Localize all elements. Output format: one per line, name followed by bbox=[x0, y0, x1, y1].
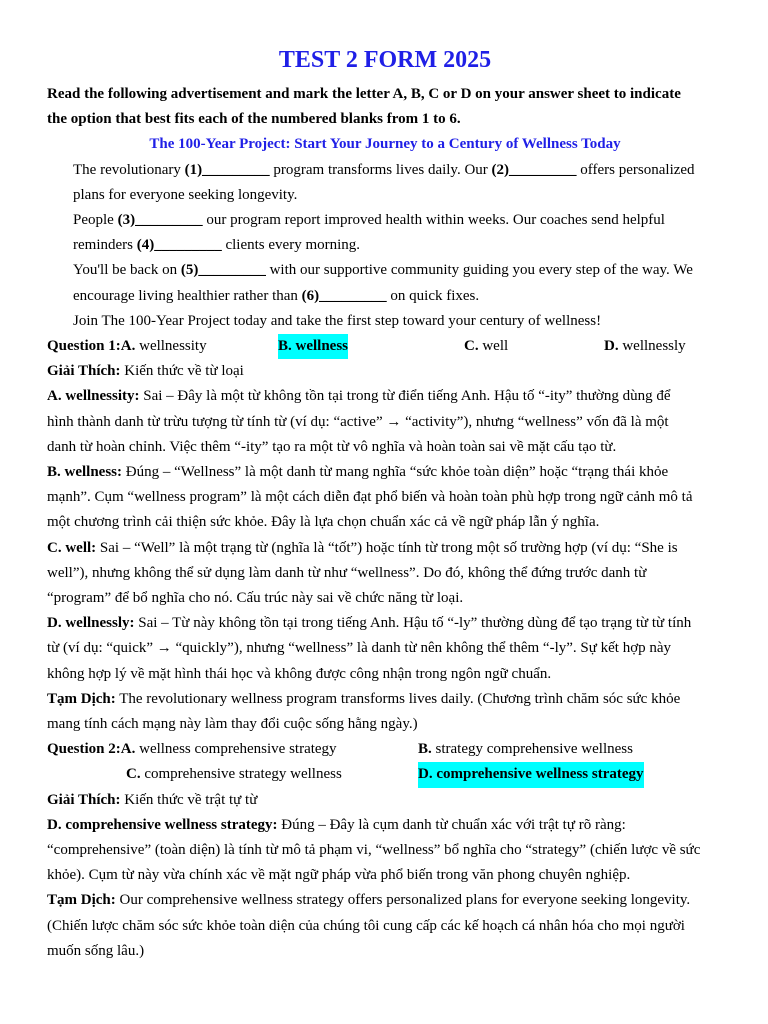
explain-b-text: Đúng – “Wellness” là một danh từ mang nghĩa “sức khỏe toàn diện” hoặc “trạng thái khỏe bbox=[122, 464, 669, 481]
explain-d-text: Đúng – Đây là cụm danh từ chuẩn xác với trật tự rõ ràng: bbox=[277, 816, 626, 833]
blank-4: (4)_________ bbox=[136, 237, 222, 254]
explain-a-text: danh từ hoàn chỉnh. Việc thêm “-ity” tạo ra một từ vô nghĩa và hoàn toàn sai về mặt cấu tạo từ. bbox=[47, 438, 617, 455]
blank-3: (3)_________ bbox=[117, 212, 203, 229]
q1-translation bbox=[47, 687, 723, 737]
document-page bbox=[47, 0, 723, 964]
option-c-text: comprehensive strategy wellness bbox=[140, 766, 342, 783]
explain-label: Giải Thích: bbox=[47, 791, 121, 808]
explain-b-text: mạnh”. Cụm “wellness program” là một cách diễn đạt phổ biến và hoàn toàn phù hợp trong ngữ cảnh mô tả bbox=[47, 489, 693, 506]
explain-d-text: không hợp lý về mặt hình thái học và không được công nhận trong ngôn ngữ chuẩn. bbox=[47, 665, 552, 682]
explain-text: Kiến thức về trật tự từ bbox=[120, 791, 258, 808]
explain-d-text: Sai – Từ này không tồn tại trong tiếng Anh. Hậu tố “-ly” thường dùng để tạo trạng từ từ tính bbox=[134, 615, 692, 632]
translation-label: Tạm Dịch: bbox=[47, 892, 116, 909]
q2-explanation-heading bbox=[47, 788, 723, 813]
advertisement-title: The 100-Year Project: Start Your Journey to a Century of Wellness Today bbox=[149, 136, 621, 153]
bullet-text: clients every morning. bbox=[221, 237, 361, 254]
explain-c-text: “program” để bổ nghĩa cho nó. Cấu trúc này sai về chức năng từ loại. bbox=[47, 590, 464, 607]
bullet-text: with our supportive community guiding you every step of the way. We bbox=[265, 262, 693, 279]
option-a-text: wellnessity bbox=[135, 338, 207, 355]
explain-d-text: từ (ví dụ: “quick” → “quickly”), nhưng “wellness” là danh từ nên không thể thêm “-ly”. Sự kết hợp này bbox=[47, 640, 672, 657]
explain-a-label: A. wellnessity: bbox=[47, 388, 140, 405]
option-c-letter: C. bbox=[126, 766, 141, 783]
bullet-icon bbox=[47, 258, 73, 308]
option-c-letter: C. bbox=[464, 338, 479, 355]
option-a-letter: A. bbox=[120, 338, 136, 355]
explain-c-label: C. well: bbox=[47, 539, 97, 556]
bullet-text: The revolutionary bbox=[73, 161, 185, 178]
translation-text: muốn sống lâu.) bbox=[47, 942, 145, 959]
blank-5: (5)_________ bbox=[180, 262, 266, 279]
bullet-text: People bbox=[73, 212, 118, 229]
option-c-text: well bbox=[478, 338, 509, 355]
q2-translation bbox=[47, 888, 723, 964]
option-b-correct: B. wellness bbox=[278, 334, 348, 359]
explain-b-text: một chương trình cải thiện sức khỏe. Đây là lựa chọn chuẩn xác cả về ngữ pháp lẫn ý nghĩa. bbox=[47, 514, 600, 531]
option-d-correct: D. comprehensive wellness strategy bbox=[418, 762, 644, 787]
bullet-icon bbox=[47, 158, 73, 208]
question-1-label: Question 1: bbox=[47, 338, 121, 355]
explain-text: Kiến thức về từ loại bbox=[120, 363, 244, 380]
bullet-text: encourage living healthier rather than bbox=[73, 287, 302, 304]
question-1-options bbox=[47, 334, 723, 359]
explain-a-text: hình thành danh từ trừu tượng từ tính từ (ví dụ: “active” → “activity”), nhưng “wellness” vốn đã là một bbox=[47, 413, 669, 430]
bullet-icon bbox=[47, 309, 73, 334]
explain-c-text: well”), nhưng không thể sử dụng làm danh từ như “wellness”. Do đó, không thể đứng trước danh từ bbox=[47, 564, 647, 581]
bullet-icon bbox=[47, 208, 73, 258]
bullet-text: offers personalized bbox=[576, 161, 695, 178]
translation-text: Our comprehensive wellness strategy offers personalized plans for everyone seeking longevity. bbox=[115, 892, 691, 909]
instruction-line-2: the option that best fits each of the numbered blanks from 1 to 6. bbox=[47, 111, 461, 128]
instruction-line-1: Read the following advertisement and mark the letter A, B, C or D on your answer sheet to indicate bbox=[47, 86, 681, 102]
bullet-text: program transforms lives daily. Our bbox=[269, 161, 492, 178]
bullet-text: reminders bbox=[73, 237, 137, 254]
explain-a-text: Sai – Đây là một từ không tồn tại trong từ điển tiếng Anh. Hậu tố “-ity” thường dùng để bbox=[139, 388, 671, 405]
ad-bullet-1 bbox=[47, 158, 723, 208]
explain-c-text: Sai – “Well” là một trạng từ (nghĩa là “tốt”) hoặc tính từ trong một số trường hợp (ví dụ: “She is bbox=[96, 539, 678, 556]
question-2-options-row-1 bbox=[47, 737, 723, 762]
translation-text: mang tính cách mạng này làm thay đổi cuộc sống hằng ngày.) bbox=[47, 716, 418, 733]
translation-label: Tạm Dịch: bbox=[47, 690, 116, 707]
blank-6: (6)_________ bbox=[301, 287, 387, 304]
option-a-letter: A. bbox=[120, 741, 136, 758]
explain-b-label: B. wellness: bbox=[47, 464, 122, 481]
explain-d-label: D. comprehensive wellness strategy: bbox=[47, 816, 278, 833]
ad-bullet-2 bbox=[47, 208, 723, 258]
option-a-text: wellness comprehensive strategy bbox=[135, 741, 337, 758]
bullet-text-cont: plans for everyone seeking longevity. bbox=[73, 186, 298, 203]
option-b-text: strategy comprehensive wellness bbox=[431, 741, 633, 758]
q1-explain-a bbox=[47, 384, 723, 460]
question-2-label: Question 2: bbox=[47, 741, 121, 758]
explain-label: Giải Thích: bbox=[47, 363, 121, 380]
bullet-text: Join The 100-Year Project today and take the first step toward your century of wellness! bbox=[73, 312, 602, 329]
q1-explain-b bbox=[47, 460, 723, 536]
translation-text: The revolutionary wellness program transforms lives daily. (Chương trình chăm sóc sức khỏe bbox=[115, 690, 681, 707]
option-d-letter: D. bbox=[604, 338, 619, 355]
translation-text: (Chiến lược chăm sóc sức khỏe toàn diện của chúng tôi cung cấp các kế hoạch cá nhân hóa cho mọi người bbox=[47, 917, 685, 934]
blank-2: (2)_________ bbox=[491, 161, 577, 178]
explain-d-label: D. wellnessly: bbox=[47, 615, 135, 632]
q1-explain-d bbox=[47, 611, 723, 687]
ad-bullet-3 bbox=[47, 258, 723, 308]
q1-explain-c bbox=[47, 536, 723, 612]
page-title: TEST 2 FORM 2025 bbox=[278, 47, 492, 73]
question-2-options-row-2 bbox=[47, 762, 723, 787]
explain-d-text: “comprehensive” (toàn diện) là tính từ mô tả phạm vi, “wellness” bổ nghĩa cho “strategy” (chiến lược về sức bbox=[47, 842, 701, 859]
option-b-letter: B. bbox=[418, 741, 432, 758]
q2-explain-d bbox=[47, 813, 723, 889]
ad-bullet-4 bbox=[47, 309, 723, 334]
option-d-text: wellnessly bbox=[618, 338, 686, 355]
bullet-text: on quick fixes. bbox=[386, 287, 480, 304]
bullet-text: You'll be back on bbox=[73, 262, 181, 279]
explain-d-text: khỏe). Cụm từ này vừa chính xác về mặt ngữ pháp vừa phổ biến trong văn phong chuyên nghiệp. bbox=[47, 867, 631, 884]
blank-1: (1)_________ bbox=[184, 161, 270, 178]
q1-explanation-heading bbox=[47, 359, 723, 384]
bullet-text: our program report improved health within weeks. Our coaches send helpful bbox=[202, 212, 665, 229]
